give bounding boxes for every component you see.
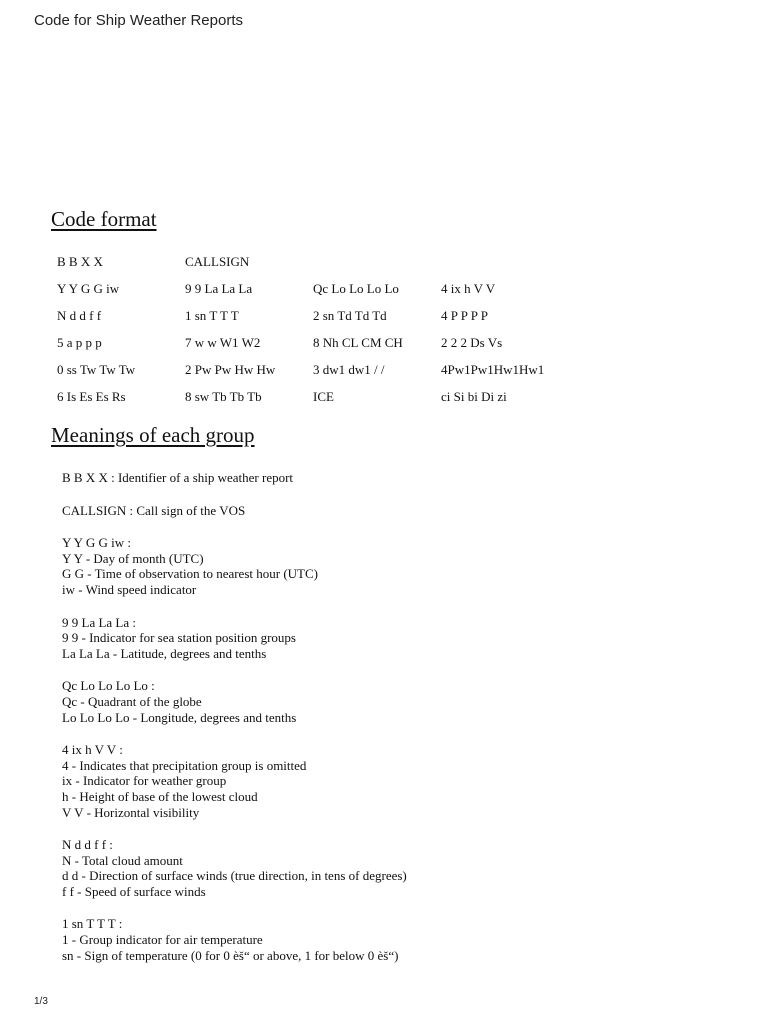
code-format-cell: 5 a p p p [57, 334, 102, 350]
code-format-cell: Y Y G G iw [57, 280, 120, 296]
code-format-cell: 2 Pw Pw Hw Hw [185, 361, 276, 377]
meaning-block [62, 535, 742, 597]
meaning-block [62, 503, 742, 519]
meaning-line: h - Height of base of the lowest cloud [62, 788, 258, 804]
code-format-row [57, 356, 569, 383]
code-format-cell: 4 ix h V V [441, 280, 496, 296]
meaning-group-label: Qc Lo Lo Lo Lo : [62, 678, 155, 694]
meaning-group-label: 1 sn T T T : [62, 916, 123, 932]
code-format-heading: Code format [51, 207, 157, 231]
meaning-group-label: CALLSIGN : Call sign of the VOS [62, 502, 246, 518]
document-title: Code for Ship Weather Reports [34, 12, 243, 29]
meaning-group-label: Y Y G G iw : [62, 535, 131, 551]
meaning-line: G G - Time of observation to nearest hour (UTC) [62, 566, 318, 582]
meanings-heading: Meanings of each group [51, 423, 255, 447]
code-format-cell: 2 sn Td Td Td [313, 307, 387, 323]
code-format-cell [441, 248, 569, 275]
code-format-cell: ICE [313, 388, 334, 404]
code-format-row [57, 248, 569, 275]
meaning-block [62, 837, 742, 899]
code-format-cell: 9 9 La La La [185, 280, 253, 296]
code-format-cell: 7 w w W1 W2 [185, 334, 261, 350]
meaning-line: iw - Wind speed indicator [62, 581, 197, 597]
meaning-line: 9 9 - Indicator for sea station position groups [62, 630, 296, 646]
code-format-cell [313, 248, 441, 275]
code-format-cell: B B X X [57, 253, 103, 269]
code-format-row [57, 275, 569, 302]
meaning-block [62, 916, 742, 963]
code-format-cell: 3 dw1 dw1 / / [313, 361, 385, 377]
code-format-cell: N d d f f [57, 307, 102, 323]
code-format-table [57, 248, 569, 410]
meaning-group-label: B B X X : Identifier of a ship weather report [62, 470, 294, 485]
code-format-cell: 0 ss Tw Tw Tw [57, 361, 136, 377]
code-format-cell: 1 sn T T T [185, 307, 239, 323]
code-format-row [57, 329, 569, 356]
meaning-line: sn - Sign of temperature (0 for 0 èš“ or above, 1 for below 0 èš“) [62, 947, 399, 963]
meaning-line: 4 - Indicates that precipitation group is omitted [62, 757, 307, 773]
meaning-line: Y Y - Day of month (UTC) [62, 550, 204, 566]
code-format-cell: Qc Lo Lo Lo Lo [313, 280, 399, 296]
meaning-line: La La La - Latitude, degrees and tenths [62, 645, 267, 661]
meaning-group-label: 9 9 La La La : [62, 614, 136, 630]
meaning-line: ix - Indicator for weather group [62, 773, 227, 789]
code-format-row [57, 302, 569, 329]
meaning-block [62, 470, 742, 486]
meaning-group-label: 4 ix h V V : [62, 742, 123, 758]
code-format-cell: ci Si bi Di zi [441, 388, 507, 404]
meaning-line: Qc - Quadrant of the globe [62, 693, 202, 709]
meaning-block [62, 678, 742, 725]
meaning-line: V V - Horizontal visibility [62, 804, 200, 820]
code-format-cell: 4Pw1Pw1Hw1Hw1 [441, 361, 545, 377]
code-format-cell: CALLSIGN [185, 253, 250, 269]
meaning-group-label: N d d f f : [62, 837, 113, 853]
meanings-list [62, 470, 742, 980]
code-format-cell: 8 sw Tb Tb Tb [185, 388, 262, 404]
code-format-cell: 6 Is Es Es Rs [57, 388, 126, 404]
meaning-block [62, 742, 742, 820]
meaning-line: Lo Lo Lo Lo - Longitude, degrees and tenths [62, 709, 297, 725]
meaning-block [62, 615, 742, 662]
code-format-cell: 4 P P P P [441, 307, 488, 323]
meaning-line: f f - Speed of surface winds [62, 883, 206, 899]
code-format-cell: 2 2 2 Ds Vs [441, 334, 503, 350]
meaning-line: 1 - Group indicator for air temperature [62, 932, 263, 948]
meaning-line: d d - Direction of surface winds (true direction, in tens of degrees) [62, 868, 407, 884]
code-format-row [57, 383, 569, 410]
page-number: 1/3 [34, 996, 48, 1007]
code-format-cell: 8 Nh CL CM CH [313, 334, 403, 350]
meaning-line: N - Total cloud amount [62, 852, 183, 868]
